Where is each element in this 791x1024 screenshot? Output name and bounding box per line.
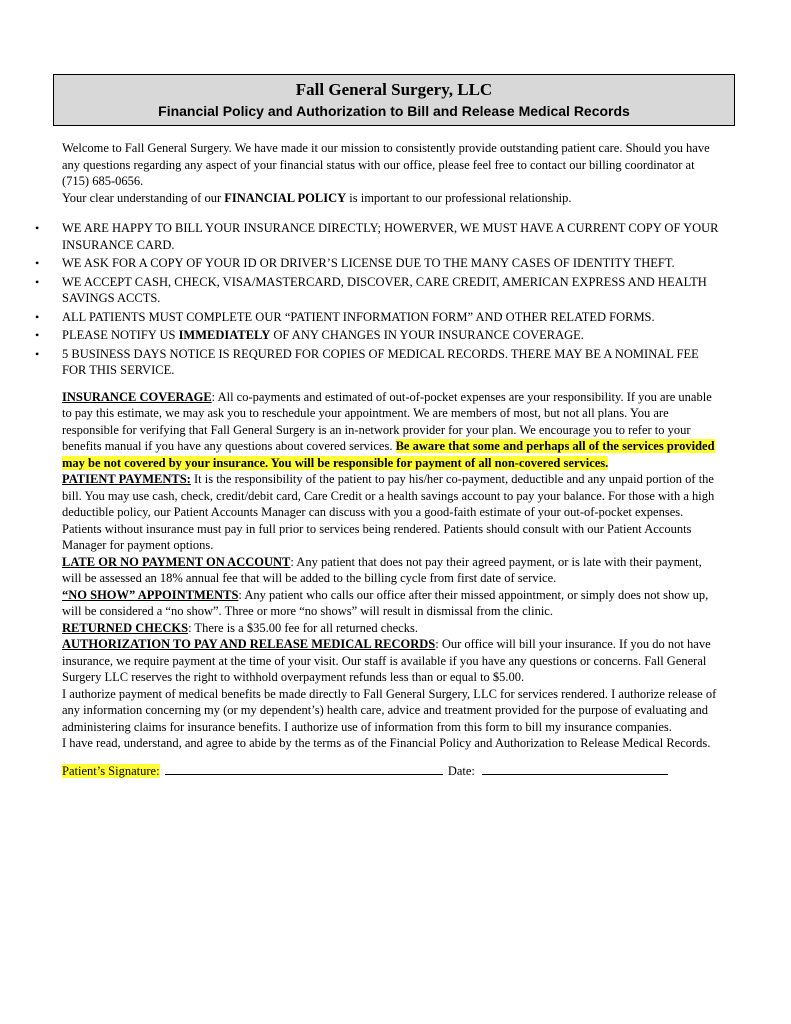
agree-paragraph: I have read, understand, and agree to abide by the terms as of the Financial Policy and Authorization to Release Medical Records.: [62, 736, 711, 750]
financial-policy-emphasis: FINANCIAL POLICY: [224, 190, 347, 205]
insurance-highlight-notice: Be aware that some and perhaps all of the services provided may be not covered by your insurance. You will be responsible for payment of all non-covered services.: [62, 439, 715, 470]
bullet-text: ALL PATIENTS MUST COMPLETE OUR “PATIENT INFORMATION FORM” AND OTHER RELATED FORMS.: [62, 309, 655, 324]
late-payment-section: [62, 554, 722, 587]
returned-checks-heading: RETURNED CHECKS: [62, 620, 189, 635]
late-payment-heading: LATE OR NO PAYMENT ON ACCOUNT: [62, 554, 291, 569]
patient-payments-section: [62, 471, 722, 554]
date-label: Date:: [447, 763, 475, 778]
authorization-text: : Our office will bill your insurance. If you do not have insurance, we require payment at the time of your visit. Our staff is available if you have any questions or concerns. Fall General Surgery LLC reserves the right to withhold overpayment refunds less than or equal to $5.00.: [62, 637, 711, 684]
header-box: [53, 74, 735, 126]
bullet-text: WE ARE HAPPY TO BILL YOUR INSURANCE DIRECTLY; HOWERVER, WE MUST HAVE A CURRENT COPY OF YOUR INSURANCE CARD.: [62, 221, 719, 252]
immediately-emphasis: IMMEDIATELY: [178, 328, 271, 342]
document-body: [35, 140, 722, 779]
bullet-icon: •: [35, 328, 40, 342]
returned-checks-section: [62, 620, 722, 637]
late-payment-text: : Any patient that does not pay their agreed payment, or is late with their payment, will be assessed an 18% annual fee that will be added to the billing cycle from first date of service.: [62, 554, 702, 585]
authorization-section: [62, 636, 722, 686]
authorization-heading: AUTHORIZATION TO PAY AND RELEASE MEDICAL RECORDS: [62, 637, 436, 651]
authorize-paragraph: I authorize payment of medical benefits be made directly to Fall General Surgery, LLC for services rendered. I authorize release of any information concerning my (or my dependent’s) health care, advice and treatment provided for the purpose of evaluating and administering claims for insurance benefits. I authorize use of information from this form to bill my insurance companies.: [62, 686, 717, 734]
signature-row: [62, 762, 722, 780]
patient-payments-text: It is the responsibility of the patient to pay his/her co-payment, deductible and any unpaid portion of the bill. You may use cash, check, credit/debit card, Care Credit or a health savings account to pay your balance. For those with a high deductible policy, our Patient Accounts Manager can discuss with you a good-faith estimate of your out-of-pocket expenses. Patients without insurance must pay in full prior to services being rendered. Patients should consult with our Patient Accounts Manager for payment options.: [62, 472, 715, 552]
bullet-text: WE ASK FOR A COPY OF YOUR ID OR DRIVER’S LICENSE DUE TO THE MANY CASES OF IDENTITY THEFT.: [62, 256, 675, 270]
document-title: Fall General Surgery, LLC: [295, 80, 493, 99]
bullet-icon: •: [35, 256, 40, 270]
no-show-text: : Any patient who calls our office after their missed appointment, or simply does not show up, will be considered a “no show”. Three or more “no shows” will result in dismissal from the clinic.: [62, 587, 709, 618]
list-item: [35, 220, 722, 253]
bullet-icon: •: [35, 309, 40, 324]
returned-checks-text: : There is a $35.00 fee for all returned checks.: [188, 620, 418, 635]
document-subtitle: Financial Policy and Authorization to Bill and Release Medical Records: [158, 103, 630, 119]
signature-label: Patient’s Signature:: [62, 763, 160, 778]
date-field[interactable]: [482, 762, 668, 775]
intro-understanding-text: Your clear understanding of our: [62, 190, 225, 205]
no-show-section: [62, 587, 722, 620]
bullet-icon: •: [35, 221, 40, 235]
list-item: [35, 346, 722, 379]
patient-payments-heading: PATIENT PAYMENTS:: [62, 472, 191, 486]
bullet-text-tail: OF ANY CHANGES IN YOUR INSURANCE COVERAGE.: [270, 328, 584, 342]
bullet-text: 5 BUSINESS DAYS NOTICE IS REQURED FOR COPIES OF MEDICAL RECORDS. THERE MAY BE A NOMINAL FEE FOR THIS SERVICE.: [62, 346, 699, 377]
insurance-coverage-section: [62, 389, 722, 472]
list-item: [35, 274, 722, 307]
list-item: [35, 255, 722, 272]
intro-understanding: [62, 190, 722, 207]
policy-bullet-list: [35, 220, 722, 379]
insurance-coverage-text: : All co-payments and estimated of out-of-pocket expenses are your responsibility. If you are unable to pay this estimate, we may ask you to reschedule your appointment. We are members of most, but not all plans. You are responsible for verifying that Fall General Surgery is an in-network provider for your plan. We encourage you to refer to your benefits manual if you have any questions about covered services.: [62, 389, 712, 453]
bullet-icon: •: [35, 346, 40, 361]
bullet-text: PLEASE NOTIFY US: [62, 328, 179, 342]
insurance-coverage-heading: INSURANCE COVERAGE: [62, 389, 212, 404]
intro-paragraph: Welcome to Fall General Surgery. We have made it our mission to consistently provide outstanding patient care. Should you have any questions regarding any aspect of your financial status with our office, please feel free to contact our billing coordinator at (715) 685-0656.: [62, 141, 710, 188]
signature-field[interactable]: [165, 762, 443, 775]
bullet-text: WE ACCEPT CASH, CHECK, VISA/MASTERCARD, DISCOVER, CARE CREDIT, AMERICAN EXPRESS AND HEALTH SAVINGS ACCTS.: [62, 274, 707, 305]
intro-section: [62, 140, 722, 206]
bullet-icon: •: [35, 274, 40, 289]
intro-understanding-tail: is important to our professional relationship.: [346, 190, 572, 205]
list-item: [35, 309, 722, 326]
no-show-heading: “NO SHOW” APPOINTMENTS: [62, 587, 239, 602]
list-item: [35, 327, 722, 344]
